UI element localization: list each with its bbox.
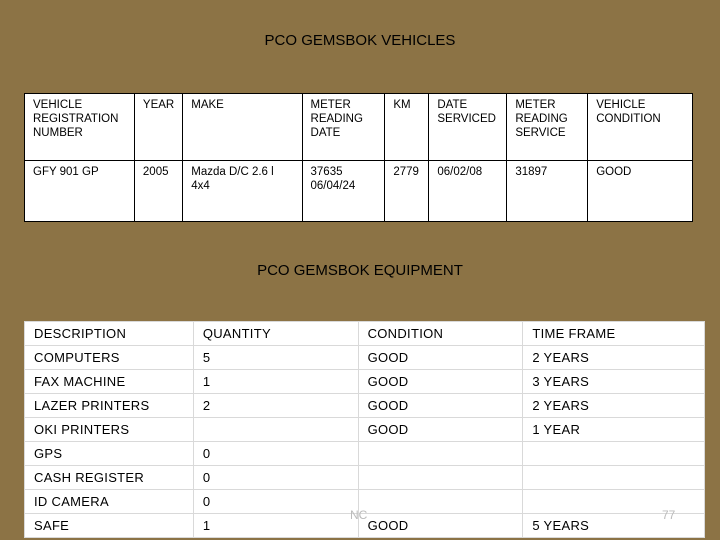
table-cell: 0 bbox=[193, 490, 358, 514]
table-row bbox=[25, 466, 705, 490]
table-cell bbox=[523, 466, 705, 490]
table-cell: 5 bbox=[193, 346, 358, 370]
header-cell: VEHICLE REGISTRATION NUMBER bbox=[25, 94, 135, 161]
table-cell: GOOD bbox=[358, 346, 523, 370]
equipment-header-row bbox=[25, 322, 705, 346]
table-cell: 2779 bbox=[385, 161, 429, 222]
table-cell: 2005 bbox=[134, 161, 182, 222]
table-cell: ID CAMERA bbox=[25, 490, 194, 514]
table-cell: COMPUTERS bbox=[25, 346, 194, 370]
header-cell: DATE SERVICED bbox=[429, 94, 507, 161]
header-cell: CONDITION bbox=[358, 322, 523, 346]
vehicles-header-row bbox=[25, 94, 693, 161]
table-row bbox=[25, 394, 705, 418]
header-cell: QUANTITY bbox=[193, 322, 358, 346]
table-cell: GOOD bbox=[358, 418, 523, 442]
table-cell: SAFE bbox=[25, 514, 194, 538]
table-cell: 2 bbox=[193, 394, 358, 418]
table-cell: FAX MACHINE bbox=[25, 370, 194, 394]
header-cell: KM bbox=[385, 94, 429, 161]
table-row bbox=[25, 418, 705, 442]
table-cell bbox=[358, 490, 523, 514]
table-row bbox=[25, 161, 693, 222]
footer-label: NC bbox=[350, 508, 368, 522]
table-cell: 37635 06/04/24 bbox=[302, 161, 385, 222]
table-cell: 1 bbox=[193, 514, 358, 538]
table-cell: LAZER PRINTERS bbox=[25, 394, 194, 418]
header-cell: YEAR bbox=[134, 94, 182, 161]
table-cell: GOOD bbox=[588, 161, 693, 222]
table-cell: GFY 901 GP bbox=[25, 161, 135, 222]
table-cell bbox=[523, 490, 705, 514]
table-cell bbox=[193, 418, 358, 442]
equipment-table bbox=[24, 321, 705, 538]
table-cell: 0 bbox=[193, 466, 358, 490]
equipment-title: PCO GEMSBOK EQUIPMENT bbox=[257, 262, 463, 279]
header-cell: METER READING DATE bbox=[302, 94, 385, 161]
table-cell: 3 YEARS bbox=[523, 370, 705, 394]
table-cell: 1 bbox=[193, 370, 358, 394]
header-cell: TIME FRAME bbox=[523, 322, 705, 346]
header-cell: MAKE bbox=[183, 94, 302, 161]
table-cell: GPS bbox=[25, 442, 194, 466]
header-cell: DESCRIPTION bbox=[25, 322, 194, 346]
table-cell: 31897 bbox=[507, 161, 588, 222]
table-cell: GOOD bbox=[358, 370, 523, 394]
table-cell bbox=[358, 442, 523, 466]
table-cell: 2 YEARS bbox=[523, 394, 705, 418]
header-cell: METER READING SERVICE bbox=[507, 94, 588, 161]
table-cell bbox=[358, 466, 523, 490]
table-cell: 06/02/08 bbox=[429, 161, 507, 222]
header-cell: VEHICLE CONDITION bbox=[588, 94, 693, 161]
table-cell: 1 YEAR bbox=[523, 418, 705, 442]
table-row bbox=[25, 346, 705, 370]
vehicles-title: PCO GEMSBOK VEHICLES bbox=[264, 32, 456, 49]
table-row bbox=[25, 370, 705, 394]
table-cell bbox=[523, 442, 705, 466]
table-cell: 5 YEARS bbox=[523, 514, 705, 538]
table-cell: 2 YEARS bbox=[523, 346, 705, 370]
page-number: 77 bbox=[662, 508, 676, 522]
table-cell: GOOD bbox=[358, 514, 523, 538]
vehicles-table bbox=[24, 93, 693, 222]
table-cell: GOOD bbox=[358, 394, 523, 418]
table-row bbox=[25, 442, 705, 466]
table-cell: OKI PRINTERS bbox=[25, 418, 194, 442]
table-cell: CASH REGISTER bbox=[25, 466, 194, 490]
table-cell: Mazda D/C 2.6 l 4x4 bbox=[183, 161, 302, 222]
table-cell: 0 bbox=[193, 442, 358, 466]
